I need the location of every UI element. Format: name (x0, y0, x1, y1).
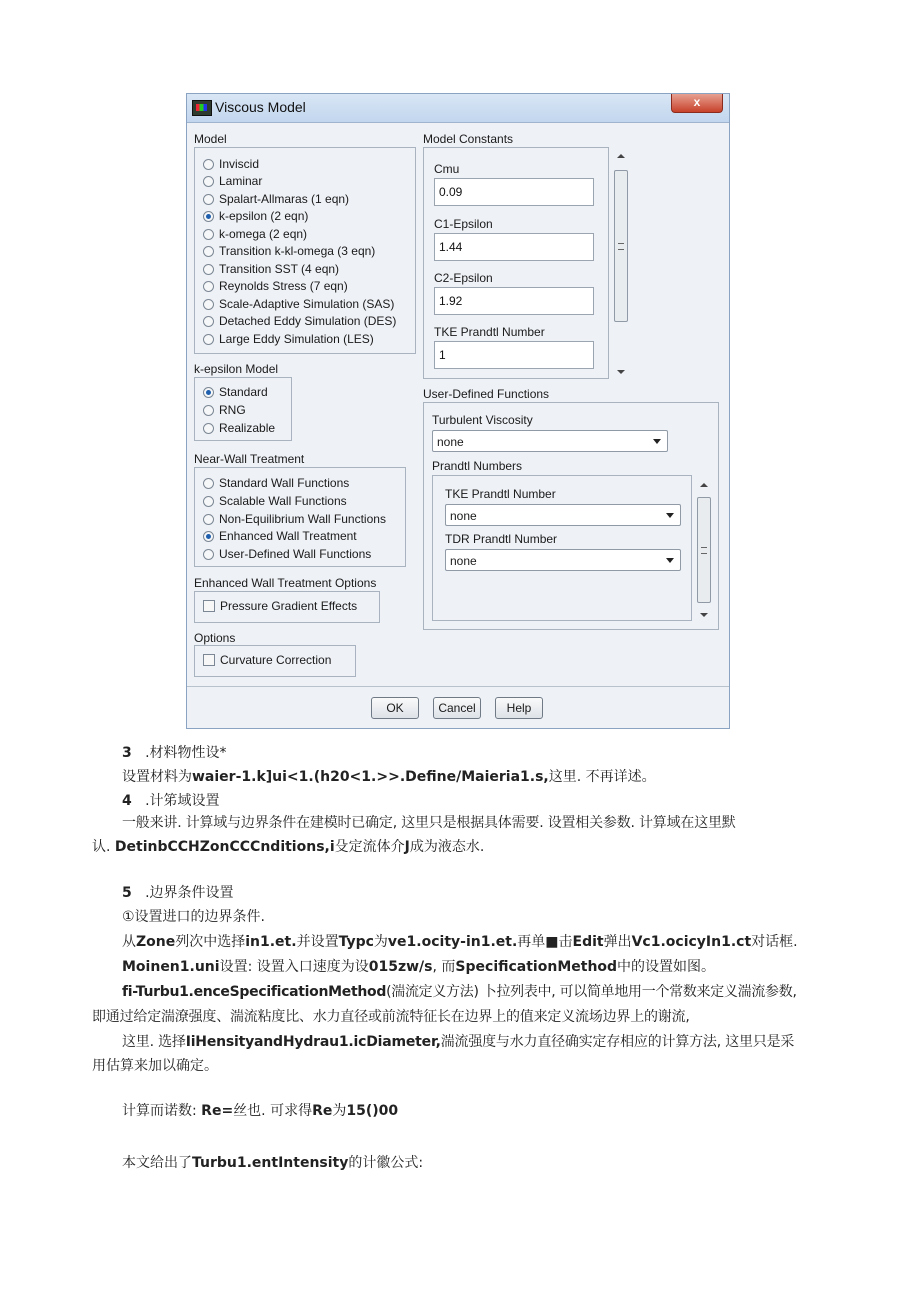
curvature-correction-checkbox[interactable]: Curvature Correction (203, 653, 331, 667)
radio-icon (203, 496, 214, 507)
scroll-down-icon[interactable] (700, 613, 708, 617)
section-5-paragraph-choice: 这里. 选择IiHensityandHydrau1.icDiameter,湍流强度与水力直径确实定存相应的计算方法, 这里只是采 (122, 1034, 795, 1050)
turbulent-viscosity-label: Turbulent Viscosity (432, 413, 533, 427)
model-option-laminar[interactable]: Laminar (203, 173, 262, 189)
model-constants-panel (423, 147, 609, 379)
turbulent-viscosity-select[interactable]: none (432, 430, 668, 452)
model-option-les[interactable]: Large Eddy Simulation (LES) (203, 331, 374, 347)
k-epsilon-option-standard[interactable]: Standard (203, 384, 268, 400)
title-bar[interactable] (187, 94, 729, 123)
checkbox-icon (203, 654, 215, 666)
k-epsilon-option-realizable[interactable]: Realizable (203, 420, 275, 436)
near-wall-group-label: Near-Wall Treatment (194, 452, 305, 466)
ok-button[interactable]: OK (371, 697, 419, 719)
model-option-spalart-allmaras[interactable]: Spalart-Allmaras (1 eqn) (203, 191, 349, 207)
k-epsilon-group (194, 377, 292, 441)
radio-selected-icon (203, 211, 214, 222)
model-constants-label: Model Constants (423, 132, 514, 146)
model-option-sas[interactable]: Scale-Adaptive Simulation (SAS) (203, 296, 394, 312)
chevron-down-icon (666, 513, 674, 518)
radio-selected-icon (203, 387, 214, 398)
near-wall-group (194, 467, 406, 567)
tke-prandtl-input[interactable]: 1 (434, 341, 594, 369)
scroll-up-icon[interactable] (617, 154, 625, 158)
k-epsilon-option-rng[interactable]: RNG (203, 402, 246, 418)
model-group (194, 147, 416, 354)
radio-icon (203, 264, 214, 275)
cancel-button[interactable]: Cancel (433, 697, 481, 719)
near-wall-option-enhanced[interactable]: Enhanced Wall Treatment (203, 528, 357, 544)
radio-icon (203, 549, 214, 560)
section-4-paragraph-line2: 认. DetinbCCHZonCCCnditions,i殳定流体介J成为液态水. (92, 839, 485, 855)
turbulence-intensity-formula-intro: 本文给出了Turbu1.entIntensity的计徽公式: (122, 1155, 424, 1171)
scroll-down-icon[interactable] (617, 370, 625, 374)
section-3-paragraph: 设置材料为waier-1.k]ui<1.(h20<1.>>.Define/Maieria1.s,这里. 不再详述。 (122, 769, 656, 785)
dialog-title: Viscous Model (215, 99, 306, 115)
udf-group (423, 402, 719, 630)
radio-selected-icon (203, 531, 214, 542)
cmu-input[interactable]: 0.09 (434, 178, 594, 206)
section-5-paragraph-momentum: Moinen1.uni设置: 设置入口速度为设015zw/s, 而SpecificationMethod中的设置如图。 (122, 959, 716, 975)
radio-icon (203, 316, 214, 327)
section-5-heading: 5 .边界条件设置 (122, 885, 234, 901)
prandtl-numbers-label: Prandtl Numbers (432, 459, 523, 473)
model-option-k-omega[interactable]: k-omega (2 eqn) (203, 226, 307, 242)
near-wall-option-standard[interactable]: Standard Wall Functions (203, 475, 349, 491)
options-label: Options (194, 631, 236, 645)
model-option-transition-sst[interactable]: Transition SST (4 eqn) (203, 261, 339, 277)
section-5-paragraph-turbulence: fi-Turbu1.enceSpecificationMethod(湍流定义方法) 卜拉列表中, 可以简单地用一个常数来定义湍流参数, (122, 984, 797, 1000)
tdr-prandtl-select[interactable]: none (445, 549, 681, 571)
near-wall-option-scalable[interactable]: Scalable Wall Functions (203, 493, 347, 509)
c1-epsilon-input[interactable]: 1.44 (434, 233, 594, 261)
constant-label-cmu: Cmu (434, 162, 460, 176)
tke-prandtl-select[interactable]: none (445, 504, 681, 526)
radio-icon (203, 514, 214, 525)
checkbox-icon (203, 600, 215, 612)
radio-icon (203, 246, 214, 257)
model-option-des[interactable]: Detached Eddy Simulation (DES) (203, 313, 396, 329)
model-option-inviscid[interactable]: Inviscid (203, 156, 259, 172)
close-button[interactable]: x (671, 94, 723, 113)
radio-icon (203, 334, 214, 345)
reynolds-calculation: 计算而诺数: Re=丝也. 可求得Re为15()00 (122, 1103, 399, 1119)
scroll-thumb[interactable] (614, 170, 628, 322)
tke-prandtl-label: TKE Prandtl Number (445, 487, 556, 501)
pressure-gradient-checkbox[interactable]: Pressure Gradient Effects (203, 599, 357, 613)
viscous-model-dialog (186, 93, 730, 729)
app-icon (192, 100, 212, 116)
section-5-step1: ①设置进口的边界条件. (122, 909, 266, 925)
radio-icon (203, 423, 214, 434)
model-option-k-epsilon[interactable]: k-epsilon (2 eqn) (203, 208, 308, 224)
near-wall-option-user-defined[interactable]: User-Defined Wall Functions (203, 546, 371, 562)
scroll-up-icon[interactable] (700, 483, 708, 487)
radio-icon (203, 299, 214, 310)
prandtl-numbers-panel (432, 475, 692, 621)
constant-label-c2-epsilon: C2-Epsilon (434, 271, 493, 285)
udf-label: User-Defined Functions (423, 387, 550, 401)
model-option-transition-kkl-omega[interactable]: Transition k-kl-omega (3 eqn) (203, 243, 375, 259)
options-group (194, 645, 356, 677)
radio-icon (203, 229, 214, 240)
tdr-prandtl-label: TDR Prandtl Number (445, 532, 558, 546)
help-button[interactable]: Help (495, 697, 543, 719)
chevron-down-icon (653, 439, 661, 444)
chevron-down-icon (666, 558, 674, 563)
radio-icon (203, 194, 214, 205)
section-5-paragraph-zone: 从Zone列次中选择in1.et.并设置Typc为ve1.ocity-in1.et.再单■击Edit弹出Vc1.ocicyIn1.ct对话框. (122, 934, 798, 950)
near-wall-option-non-equilibrium[interactable]: Non-Equilibrium Wall Functions (203, 511, 386, 527)
enhanced-options-group (194, 591, 380, 623)
radio-icon (203, 159, 214, 170)
constant-label-tke-prandtl: TKE Prandtl Number (434, 325, 545, 339)
c2-epsilon-input[interactable]: 1.92 (434, 287, 594, 315)
constants-scrollbar[interactable] (613, 150, 630, 378)
section-3-heading: 3 .材料物性设* (122, 745, 227, 761)
radio-icon (203, 478, 214, 489)
section-4-heading: 4 .计笫域设置 (122, 793, 220, 809)
prandtl-scrollbar[interactable] (696, 479, 713, 621)
enhanced-options-label: Enhanced Wall Treatment Options (194, 576, 377, 590)
k-epsilon-group-label: k-epsilon Model (194, 362, 279, 376)
section-4-paragraph-line1: 一般来讲. 计算域与边界条件在建模时已确定, 这里只是根据具体需要. 设置相关参数. 计算域在这里默 (122, 815, 736, 831)
radio-icon (203, 281, 214, 292)
model-group-label: Model (194, 132, 227, 146)
radio-icon (203, 405, 214, 416)
section-5-paragraph-turbulence-cont: 即通过给定湍潦强度、湍流粘度比、水力直径或前流特征长在边界上的值来定义流场边界上的谢流, (92, 1009, 690, 1025)
radio-icon (203, 176, 214, 187)
section-5-paragraph-estimate: 用估算来加以确定。 (92, 1058, 218, 1074)
scroll-thumb[interactable] (697, 497, 711, 603)
model-option-reynolds-stress[interactable]: Reynolds Stress (7 eqn) (203, 278, 348, 294)
constant-label-c1-epsilon: C1-Epsilon (434, 217, 493, 231)
button-bar-divider (187, 686, 729, 687)
